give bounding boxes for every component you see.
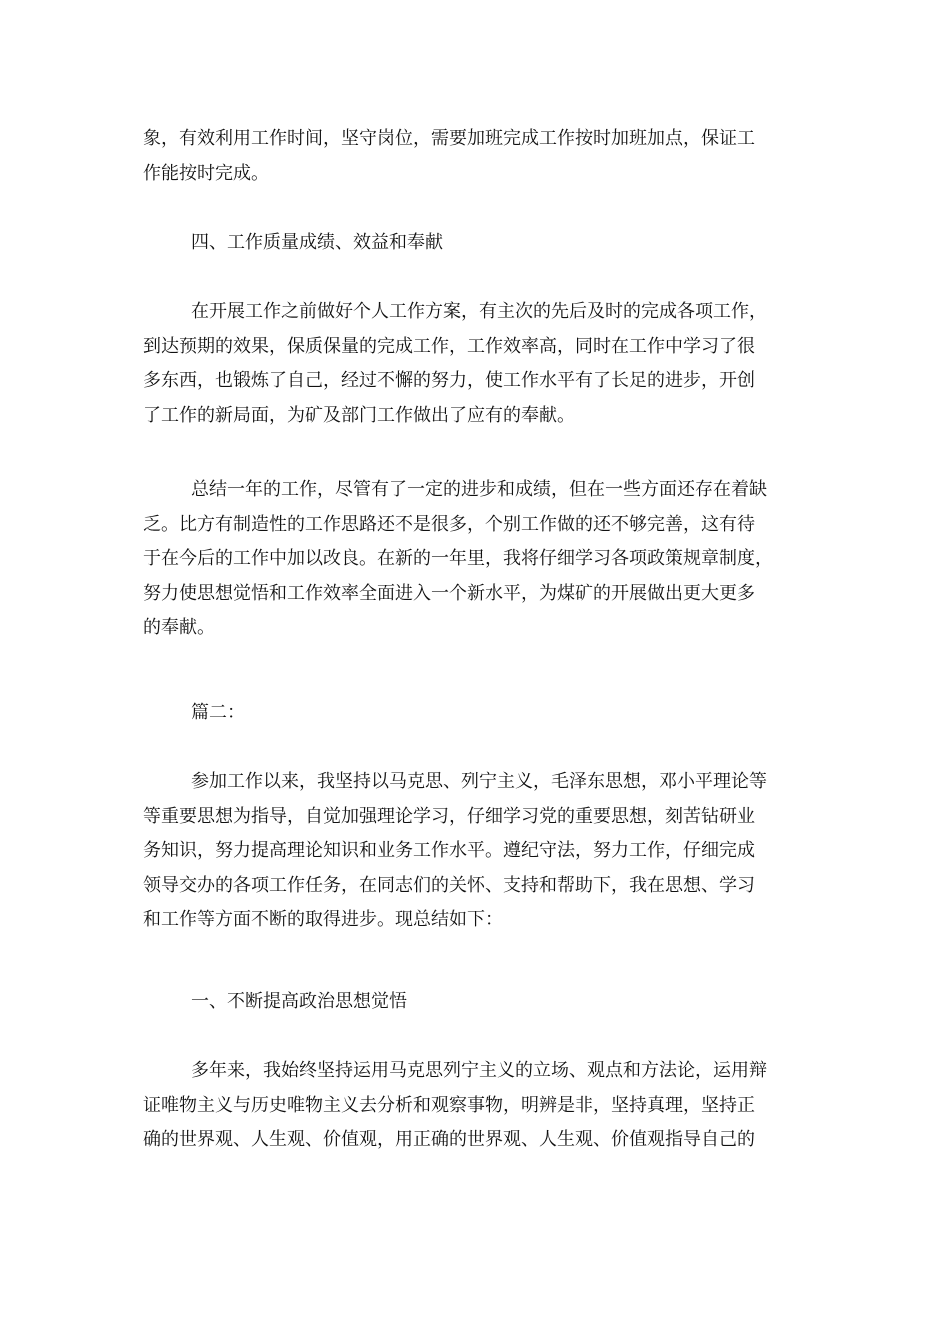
text-line: 努力使思想觉悟和工作效率全面进入一个新水平，为煤矿的开展做出更大更多: [143, 582, 755, 604]
text-line: 务知识，努力提高理论知识和业务工作水平。遵纪守法，努力工作，仔细完成: [143, 840, 755, 861]
text-line: 证唯物主义与历史唯物主义去分析和观察事物，明辨是非，坚持真理，坚持正: [143, 1094, 755, 1116]
text-line: 于在今后的工作中加以改良。在新的一年里，我将仔细学习各项政策规章制度，: [143, 548, 773, 569]
text-line: 多年来，我始终坚持运用马克思列宁主义的立场、观点和方法论，运用辩: [191, 1060, 767, 1081]
text-line: 领导交办的各项工作任务，在同志们的关怀、支持和帮助下，我在思想、学习: [143, 874, 755, 896]
text-line: 象，有效利用工作时间，坚守岗位，需要加班完成工作按时加班加点，保证工: [143, 128, 755, 149]
heading-line: 四、工作质量成绩、效益和奉献: [191, 232, 443, 253]
paragraph-work-time: [143, 122, 805, 191]
section-heading-part-two: [143, 696, 805, 731]
text-line: 总结一年的工作，尽管有了一定的进步和成绩，但在一些方面还存在着缺: [191, 479, 767, 500]
heading-line: 一、不断提高政治思想觉悟: [191, 991, 407, 1012]
paragraph-work-plan: [143, 295, 805, 433]
section-heading-political: [143, 985, 805, 1020]
paragraph-part-two-intro: [143, 765, 805, 938]
text-line: 等重要思想为指导，自觉加强理论学习，仔细学习党的重要思想，刻苦钻研业: [143, 805, 755, 827]
text-line: 多东西，也锻炼了自己，经过不懈的努力，使工作水平有了长足的进步，开创: [143, 370, 755, 391]
paragraph-summary: [143, 473, 805, 646]
section-heading-quality: [143, 226, 805, 261]
text-line: 和工作等方面不断的取得进步。现总结如下：: [143, 909, 503, 930]
text-line: 在开展工作之前做好个人工作方案，有主次的先后及时的完成各项工作，: [191, 301, 767, 322]
text-line: 乏。比方有制造性的工作思路还不是很多，个别工作做的还不够完善，这有待: [143, 513, 755, 535]
paragraph-methodology: [143, 1054, 805, 1158]
text-line: 的奉献。: [143, 617, 215, 638]
text-line: 参加工作以来，我坚持以马克思、列宁主义，毛泽东思想，邓小平理论等: [191, 771, 767, 792]
text-line: 了工作的新局面，为矿及部门工作做出了应有的奉献。: [143, 404, 575, 426]
text-line: 确的世界观、人生观、价值观，用正确的世界观、人生观、价值观指导自己的: [143, 1129, 755, 1150]
heading-line: 篇二：: [191, 702, 245, 723]
text-line: 到达预期的效果，保质保量的完成工作，工作效率高，同时在工作中学习了很: [143, 335, 755, 357]
text-line: 作能按时完成。: [143, 162, 269, 184]
